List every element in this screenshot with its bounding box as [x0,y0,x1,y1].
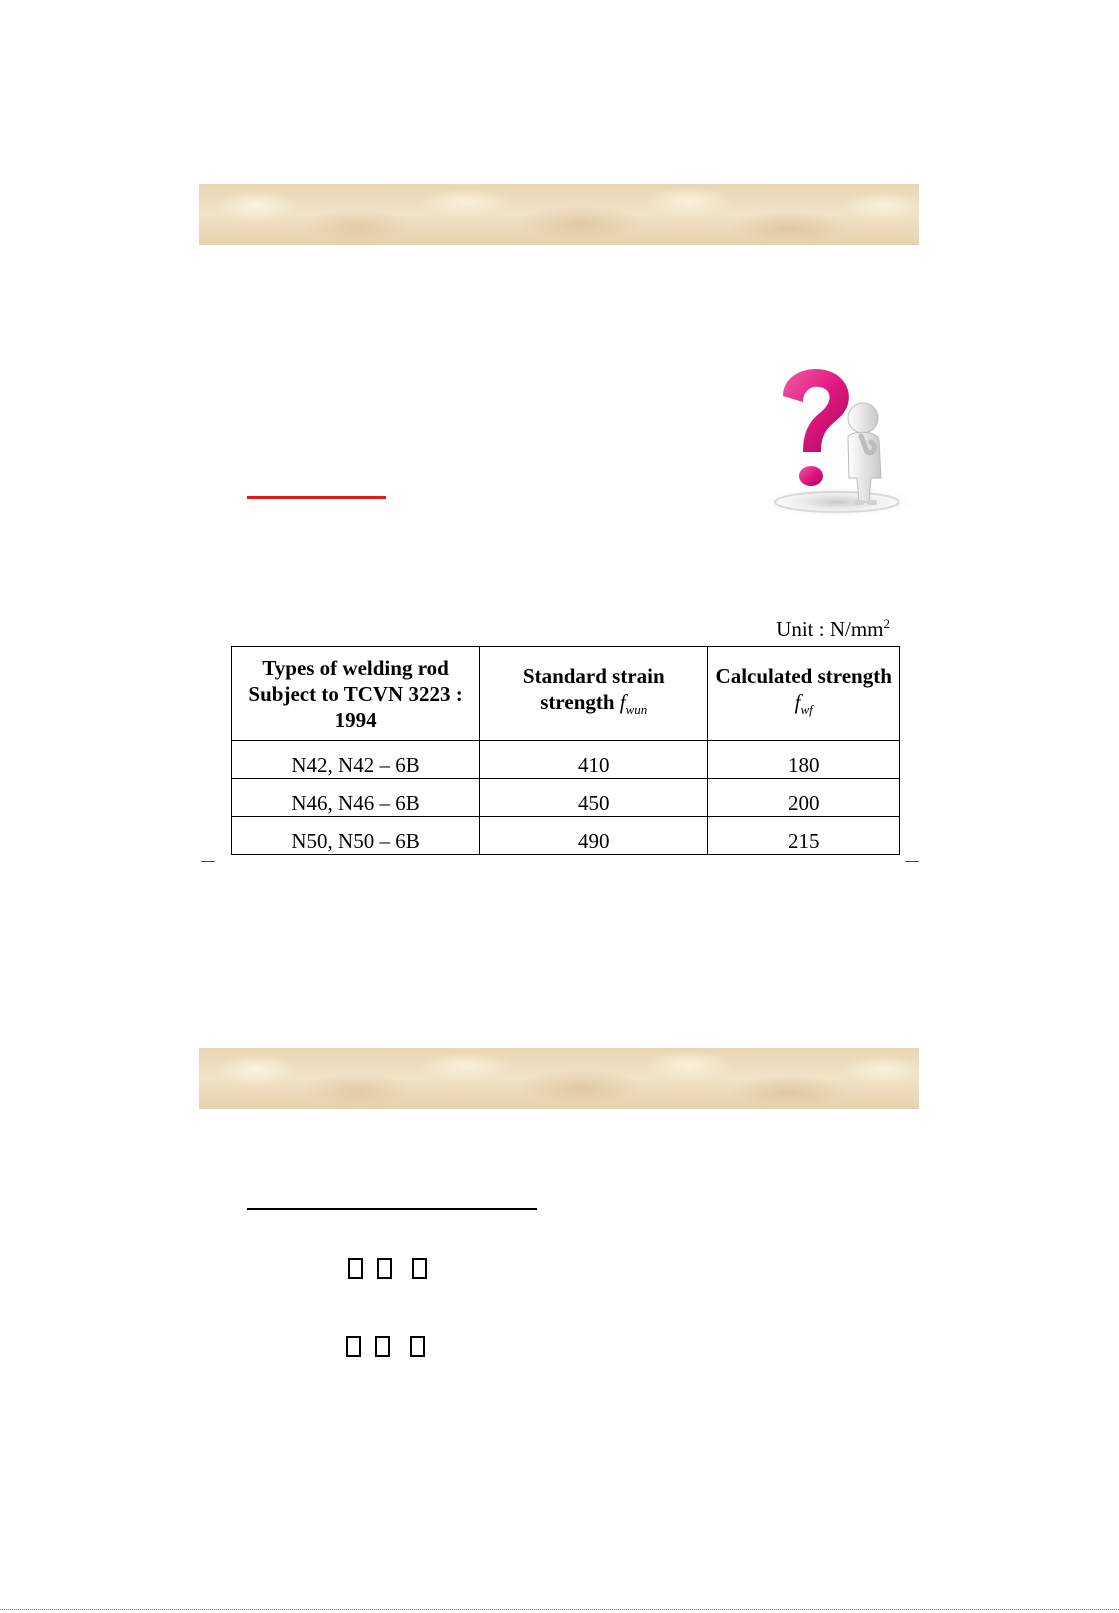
cell-rod-type: N50, N50 – 6B [232,817,480,855]
table-row [232,741,900,779]
header-standard-strength-word: strength [540,690,615,715]
header-calculated-line1: Calculated strength [715,664,892,689]
table-header-row [232,647,900,741]
cell-calculated-strength: 200 [708,779,900,817]
missing-glyph-box-icon [375,1336,390,1357]
missing-glyph-box-icon [410,1336,425,1357]
symbol-subscript: wun [625,702,648,718]
missing-glyph-box-icon [412,1258,427,1279]
missing-glyph-row-2 [346,1333,439,1358]
header-rod-types [232,647,480,741]
symbol-subscript: wf [800,702,813,718]
unit-superscript: 2 [883,616,890,631]
missing-glyph-box-icon [348,1258,363,1279]
header-rod-types-line1: Types of welding rod [262,655,449,680]
missing-glyph-row-1 [348,1255,441,1280]
header-rod-types-line3: 1994 [334,707,377,732]
cell-rod-type: N42, N42 – 6B [232,741,480,779]
welding-rod-strength-table [231,646,900,855]
cell-standard-strength: 410 [480,741,708,779]
red-underline [247,496,386,499]
header-standard-line1: Standard strain [522,664,665,689]
page-bottom-dotted-line [0,1609,1119,1610]
link-marker-right [905,861,919,862]
cell-standard-strength: 450 [480,779,708,817]
cell-calculated-strength: 180 [708,741,900,779]
unit-text: Unit : N/mm [776,617,884,641]
missing-glyph-box-icon [346,1336,361,1357]
table-row [232,779,900,817]
header-rod-types-line2: Subject to TCVN 3223 : [248,681,463,706]
unit-label [740,616,890,642]
header-calculated-strength [708,647,900,741]
question-figure-icon [751,360,919,526]
cell-calculated-strength: 215 [708,817,900,855]
decorative-banner-bottom [199,1048,919,1109]
cell-rod-type: N46, N46 – 6B [232,779,480,817]
link-marker-left [201,861,215,862]
symbol-f: f [619,690,626,715]
header-standard-strength [480,647,708,741]
table-row [232,817,900,855]
decorative-banner-top [199,184,919,245]
cell-standard-strength: 490 [480,817,708,855]
black-underline [247,1208,537,1210]
missing-glyph-box-icon [377,1258,392,1279]
symbol-f: f [794,690,801,715]
header-calculated-symbol [708,689,899,723]
header-standard-symbol [619,690,648,718]
header-standard-line2 [480,689,707,723]
